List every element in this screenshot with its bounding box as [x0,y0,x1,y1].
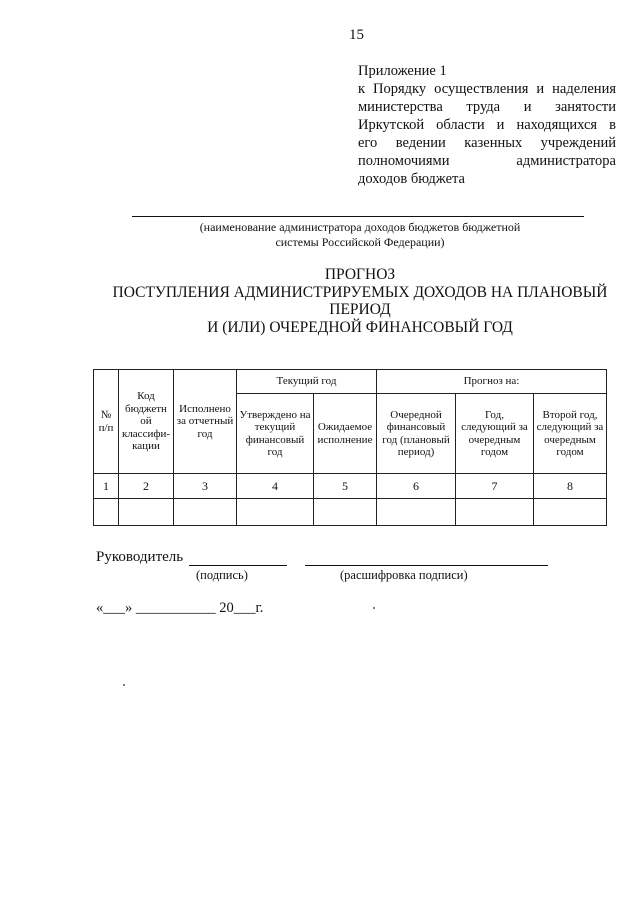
forecast-table [93,369,607,526]
table-header-row [94,370,607,394]
admin-name-caption [160,220,560,250]
table-cell [174,499,237,526]
appendix-heading: Приложение 1 [358,63,447,79]
table-cell [119,499,174,526]
appendix-line: доходов бюджета [358,171,465,187]
table-cell [534,499,607,526]
appendix-line: его ведении казенных учреждений [358,135,616,151]
header-expected: Ожидаемое исполнение [314,394,377,474]
column-number: 8 [534,474,607,499]
page-number: 15 [349,27,364,43]
column-number: 3 [174,474,237,499]
table-cell [456,499,534,526]
appendix-block [358,62,616,188]
title-line: ПРОГНОЗ [324,266,396,283]
signature-caption: (подпись) [196,568,248,582]
appendix-line: к Порядку осуществления и наделения [358,81,616,97]
header-current-year: Текущий год [237,370,377,394]
column-number: 4 [237,474,314,499]
header-approved: Утверждено на текущий финансовый год [237,394,314,474]
header-second-year: Год, следующий за очередным годом [456,394,534,474]
admin-name-line [132,216,584,217]
column-number: 7 [456,474,534,499]
title-line: И (ИЛИ) ОЧЕРЕДНОЙ ФИНАНСОВЫЙ ГОД [207,318,513,336]
table-cell [94,499,119,526]
column-number: 5 [314,474,377,499]
header-next-year: Очередной финансовый год (плановый период) [377,394,456,474]
scan-speck [373,607,375,609]
title-line: ПЕРИОД [329,301,391,318]
table-cell [377,499,456,526]
admin-caption-line: (наименование администратора доходов бюджетов бюджетной [199,220,521,234]
document-title [80,266,640,336]
column-number: 6 [377,474,456,499]
column-number: 1 [94,474,119,499]
signature-label: Руководитель [96,549,184,565]
header-no: № п/п [94,370,119,474]
header-third-year: Второй год, следующий за очередным годом [534,394,607,474]
signature-decode-caption: (расшифровка подписи) [340,568,468,582]
column-number: 2 [119,474,174,499]
table-cell [314,499,377,526]
header-forecast: Прогноз на: [377,370,607,394]
appendix-line: полномочиями администратора [358,153,616,169]
header-code: Код бюджетн ой классификации [119,370,174,474]
appendix-line: министерства труда и занятости [358,99,616,115]
admin-caption-line: системы Российской Федерации) [275,235,445,249]
scan-speck [123,684,125,686]
table-number-row [94,474,607,499]
title-line: ПОСТУПЛЕНИЯ АДМИНИСТРИРУЕМЫХ ДОХОДОВ НА ПЛАНОВЫЙ [112,283,608,301]
table-row [94,499,607,526]
header-executed: Исполнено за отчетный год [174,370,237,474]
signature-line [189,565,287,566]
table-cell [237,499,314,526]
signature-decode-line [305,565,548,566]
date-line: «___» ___________ 20___г. [96,600,264,616]
appendix-line: Иркутской области и находящихся в [358,117,616,133]
